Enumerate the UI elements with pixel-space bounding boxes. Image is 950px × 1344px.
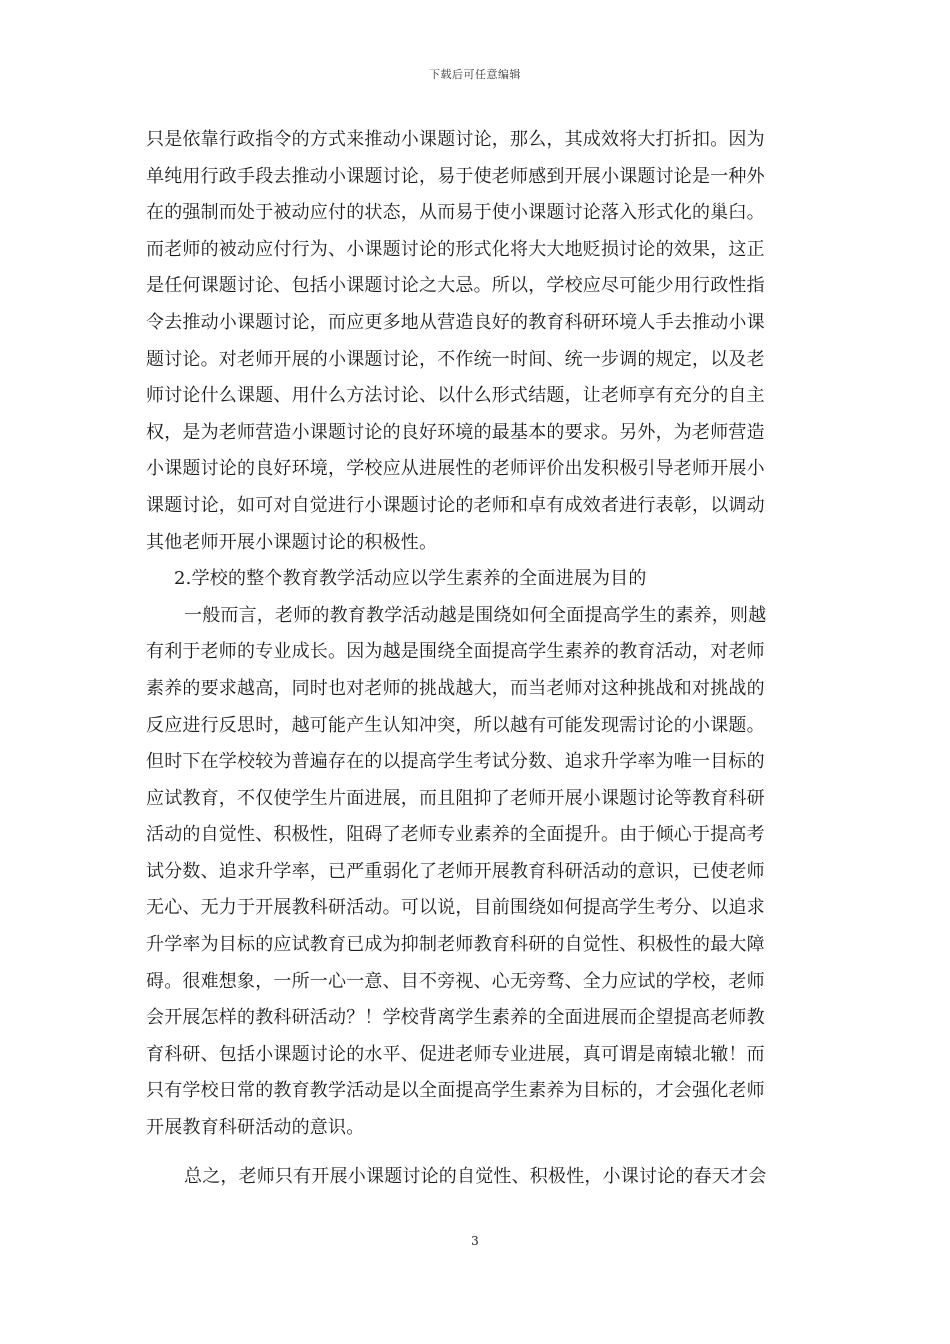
paragraph-3 [146,1159,811,1196]
text-line: 无心、无力于开展教科研活动。可以说，目前围绕如何提高学生考分、以追求 [146,897,765,919]
text-line: 课题讨论，如可对自觉进行小课题讨论的老师和卓有成效者进行表彰，以调动 [146,494,765,516]
text-line: 碍。很难想象，一所一心一意、目不旁视、心无旁骛、全力应试的学校，老师 [146,970,765,992]
text-line: 而老师的被动应付行为、小课题讨论的形式化将大大地贬损讨论的效果，这正 [146,238,765,260]
text-line: 活动的自觉性、积极性，阻碍了老师专业素养的全面提升。由于倾心于提高考 [146,824,765,846]
text-line: 总之，老师只有开展小课题讨论的自觉性、积极性，小课讨论的春天才会 [184,1165,767,1187]
text-line: 是任何课题讨论、包括小课题讨论之大忌。所以，学校应尽可能少用行政性指 [146,275,765,297]
text-line: 其他老师开展小课题讨论的积极性。 [146,531,438,553]
text-line: 只是依靠行政指令的方式来推动小课题讨论，那么，其成效将大打折扣。因为 [146,129,765,150]
text-line: 有利于老师的专业成长。因为越是围绕全面提高学生素养的教育活动，对老师 [146,641,765,663]
text-line: 师讨论什么课题、用什么方法讨论、以什么形式结题，让老师享有充分的自主 [146,385,765,407]
heading-line: 2.学校的整个教育教学活动应以学生素养的全面进展为目的 [174,568,647,590]
text-line: 升学率为目标的应试教育已成为抑制老师教育科研的自觉性、积极性的最大障 [146,934,765,956]
text-line: 反应进行反思时，越可能产生认知冲突，所以越有可能发现需讨论的小课题。 [146,714,765,736]
text-line: 会开展怎样的教科研活动？！学校背离学生素养的全面进展而企望提高老师教 [146,1007,765,1029]
text-line: 令去推动小课题讨论，而应更多地从营造良好的教育科研环境人手去推动小课 [146,311,765,333]
text-line: 开展教育科研活动的意识。 [146,1117,365,1139]
text-line: 一般而言，老师的教育教学活动越是围绕如何全面提高学生的素养，则越 [184,604,767,626]
text-line: 只有学校日常的教育教学活动是以全面提高学生素养为目标的，才会强化老师 [146,1080,765,1102]
text-line: 应试教育，不仅使学生片面进展，而且阻抑了老师开展小课题讨论等教育科研 [146,787,765,809]
text-line: 权，是为老师营造小课题讨论的良好环境的最基本的要求。另外，为老师营造 [146,421,765,443]
page-number: 3 [471,1234,479,1248]
document-body [146,122,811,1195]
text-line: 育科研、包括小课题讨论的水平、促进老师专业进展，真可谓是南辕北辙！而 [146,1043,765,1065]
text-line: 小课题讨论的良好环境，学校应从进展性的老师评价出发积极引导老师开展小 [146,458,765,480]
text-line: 但时下在学校较为普遍存在的以提高学生考试分数、追求升学率为唯一目标的 [146,751,765,773]
text-line: 素养的要求越高，同时也对老师的挑战越大，而当老师对这种挑战和对挑战的 [146,677,765,699]
paragraph-1 [146,122,811,561]
text-line: 在的强制而处于被动应付的状态，从而易于使小课题讨论落入形式化的巢臼。 [146,202,765,224]
text-line: 单纯用行政手段去推动小课题讨论，易于使老师感到开展小课题讨论是一种外 [146,165,765,187]
paragraph-spacer [146,1147,811,1159]
page-header: 下载后可任意编辑 [429,68,521,81]
text-line: 试分数、追求升学率，已严重弱化了老师开展教育科研活动的意识，已使老师 [146,860,765,882]
paragraph-2 [146,598,811,1147]
section-heading [146,561,811,598]
text-line: 题讨论。对老师开展的小课题讨论，不作统一时间、统一步调的规定，以及老 [146,348,765,370]
